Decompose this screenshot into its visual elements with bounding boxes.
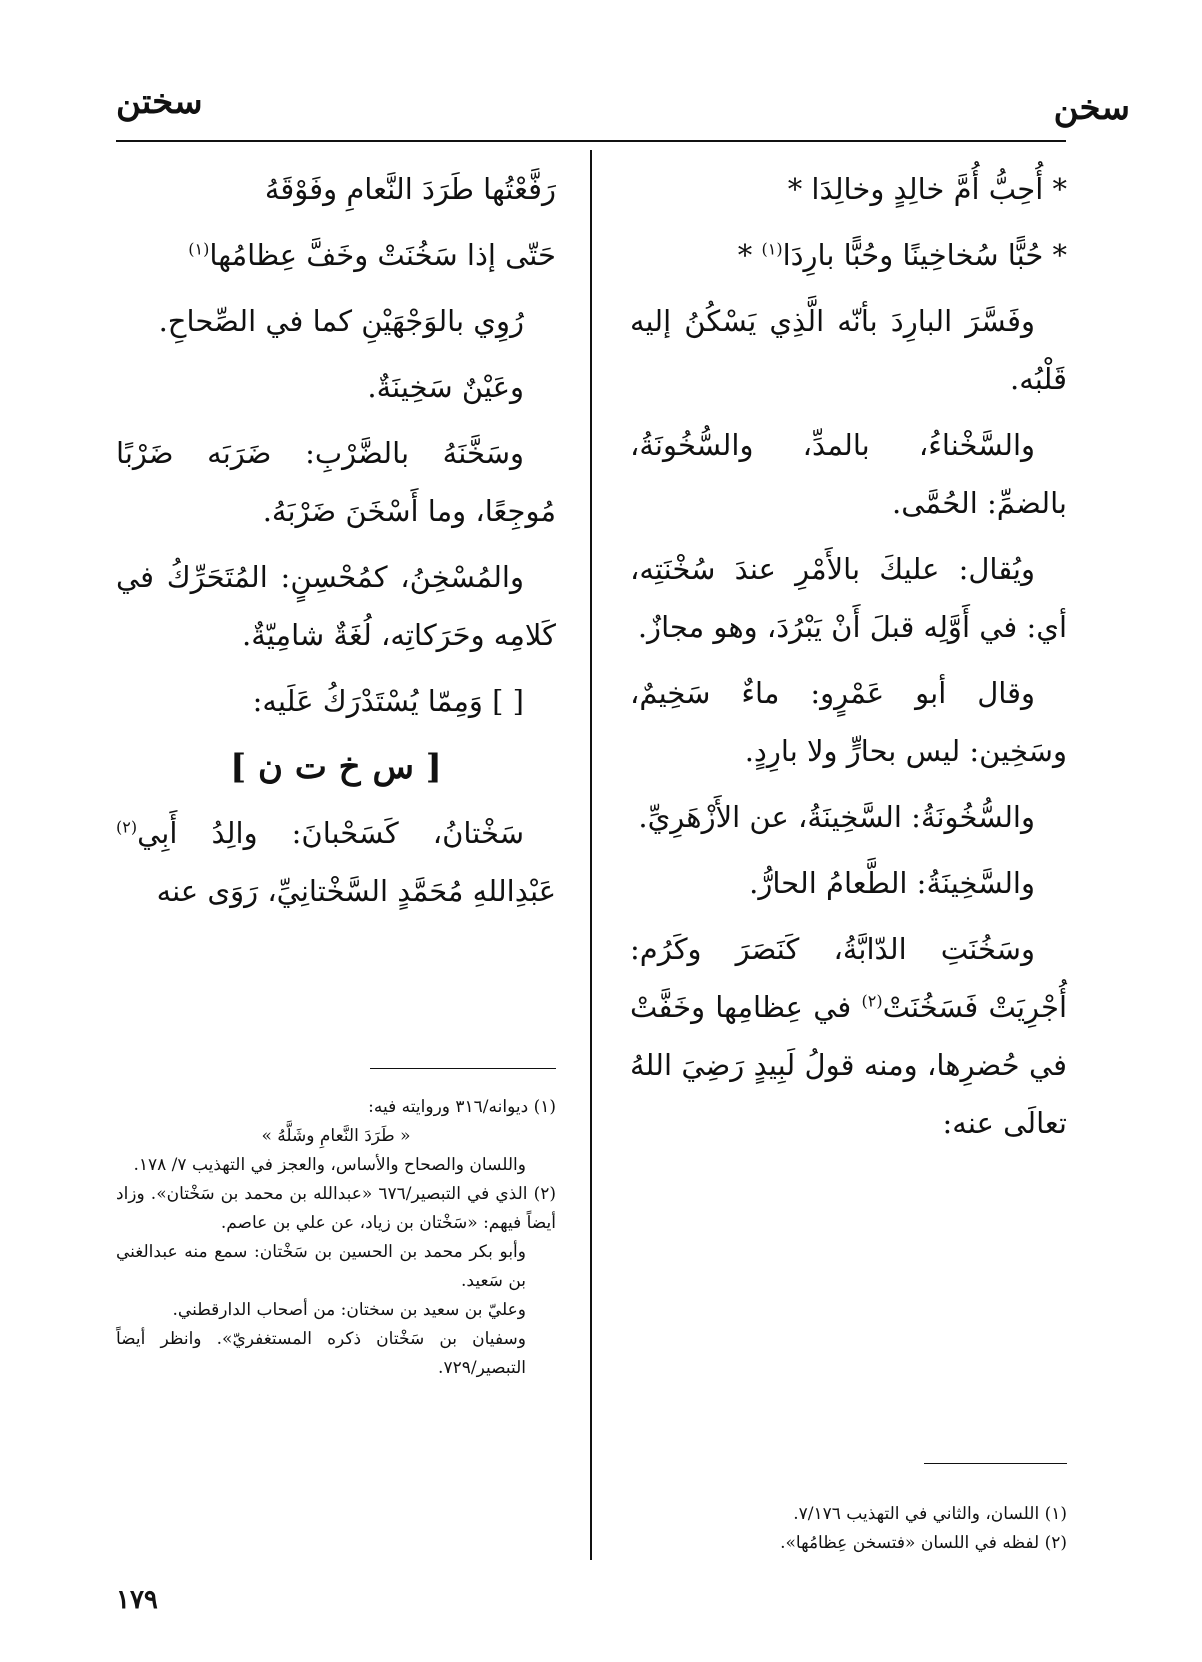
footnote-text: وأبو بكر محمد بن الحسين بن سَخْتان: سمع منه عبدالغني بن سَعيد. bbox=[116, 1242, 526, 1291]
paragraph: والمُسْخِنُ، كمُحْسِنٍ: المُتَحَرِّكُ في كَلامِه وحَرَكاتِه، لُغَةٌ شامِيّةٌ. bbox=[116, 560, 556, 652]
footnote-text: وعليّ بن سعيد بن سختان: من أصحاب الدارقطني. bbox=[172, 1300, 526, 1320]
paragraph: والسُّخُونَةُ: السَّخِينَةُ، عن الأَزْهَرِيِّ. bbox=[638, 800, 1035, 834]
footnote-text: وسفيان بن سَخْتان ذكره المستغفريّ». وانظر أيضاً التبصير/٧٢٩. bbox=[116, 1329, 526, 1378]
page-number: ١٧٩ bbox=[116, 1585, 158, 1615]
paragraph: وسَخَّنَهُ بالضَّرْبِ: ضَرَبَه ضَرْبًا مُوجِعًا، وما أَسْخَنَ ضَرْبَهُ. bbox=[116, 436, 556, 528]
paragraph: ويُقال: عليكَ بالأَمْرِ عندَ سُخْنَتِه، أي: في أَوَّلِه قبلَ أَنْ يَبْرُدَ، وهو مجازٌ. bbox=[630, 552, 1067, 644]
right-footnotes bbox=[720, 1500, 1067, 1558]
paragraph: وقال أبو عَمْرٍو: ماءٌ سَخِيمٌ، وسَخِين: ليس بحارٍّ ولا بارِدٍ. bbox=[630, 676, 1067, 768]
paragraph-text: عَبْدِاللهِ مُحَمَّدٍ السَّخْتانِيِّ، رَوَى عنه bbox=[156, 874, 556, 908]
verse-line-2 bbox=[630, 226, 1067, 284]
verse-text: * حُبًّا سُخاخِينًا وحُبًّا بارِدَا bbox=[782, 238, 1067, 272]
footnote-rule bbox=[370, 1068, 556, 1069]
footnote-ref: (١) bbox=[761, 239, 783, 259]
verse-line-1: رَفَّعْتُها طَرَدَ النَّعامِ وفَوْقَهُ bbox=[264, 172, 556, 206]
footnote: (٢) الذي في التبصير/٦٧٦ «عبدالله بن محمد بن سَخْتان». وزاد أيضاً فيهم: «سَخْتان بن زياد، عن علي بن عاصم. bbox=[116, 1184, 556, 1233]
paragraph: وعَيْنٌ سَخِينَةٌ. bbox=[367, 370, 524, 404]
paragraph bbox=[630, 920, 1067, 1152]
verse-line-2 bbox=[116, 226, 556, 284]
header-rule bbox=[116, 140, 1066, 142]
paragraph: والسَّخِينَةُ: الطَّعامُ الحارُّ. bbox=[749, 866, 1035, 900]
right-column bbox=[630, 160, 1067, 1160]
footnote-rule bbox=[924, 1463, 1067, 1464]
paragraph: والسَّخْناءُ، بالمدِّ، والسُّخُونَةُ، بالضمِّ: الحُمَّى. bbox=[630, 428, 1067, 520]
paragraph-text: في عِظامِها وخَفَّتْ في حُضرِها، ومنه قولُ لَبِيدٍ رَضِيَ اللهُ تعالَى عنه: bbox=[630, 990, 1067, 1140]
paragraph: رُوِي بالوَجْهَيْنِ كما في الصِّحاحِ. bbox=[158, 304, 524, 338]
entry-heading: [ س خ ت ن ] bbox=[230, 747, 442, 787]
footnote-text: واللسان والصحاح والأساس، والعجز في التهذيب ٧/ ١٧٨. bbox=[133, 1155, 526, 1175]
paragraph-text: وسَخُنَتِ الدّابَّةُ، كَنَصَرَ وكَرُم: أُجْرِيَتْ فَسَخُنَتْ bbox=[630, 932, 1068, 1024]
verse-end: * bbox=[737, 238, 762, 272]
paragraph: [ ] وَمِمّا يُسْتَدْرَكُ عَلَيه: bbox=[252, 684, 524, 718]
left-column bbox=[116, 160, 556, 928]
footnote: (١) ديوانه/٣١٦ وروايته فيه: bbox=[368, 1097, 556, 1117]
header-right-word: سخن bbox=[1053, 88, 1130, 128]
footnote: (١) اللسان، والثاني في التهذيب ٧/١٧٦. bbox=[793, 1504, 1067, 1524]
verse-text: حَتّى إذا سَخُنَتْ وخَفَّ عِظامُها bbox=[209, 238, 556, 272]
footnote-ref: (٢) bbox=[116, 817, 138, 837]
footnote-ref: (٢) bbox=[861, 991, 883, 1011]
footnote-verse: « طَرَدَ النَّعامِ وشَلَّهُ » bbox=[261, 1126, 411, 1146]
footnote: (٢) لفظه في اللسان «فتسخن عِظامُها». bbox=[780, 1533, 1067, 1553]
paragraph: وفَسَّرَ البارِدَ بأنّه الَّذِي يَسْكُنُ إليه قَلْبُه. bbox=[630, 304, 1067, 396]
verse-line-1: * أُحِبُّ أُمَّ خالِدٍ وخالِدَا * bbox=[787, 172, 1067, 206]
paragraph-text: سَخْتانُ، كَسَحْبانَ: والِدُ أَبِي bbox=[137, 816, 524, 850]
column-divider bbox=[590, 150, 592, 1560]
paragraph bbox=[116, 804, 556, 920]
left-footnotes bbox=[116, 1093, 556, 1383]
header-left-word: سختن bbox=[116, 82, 203, 122]
footnote-ref: (١) bbox=[188, 239, 210, 259]
